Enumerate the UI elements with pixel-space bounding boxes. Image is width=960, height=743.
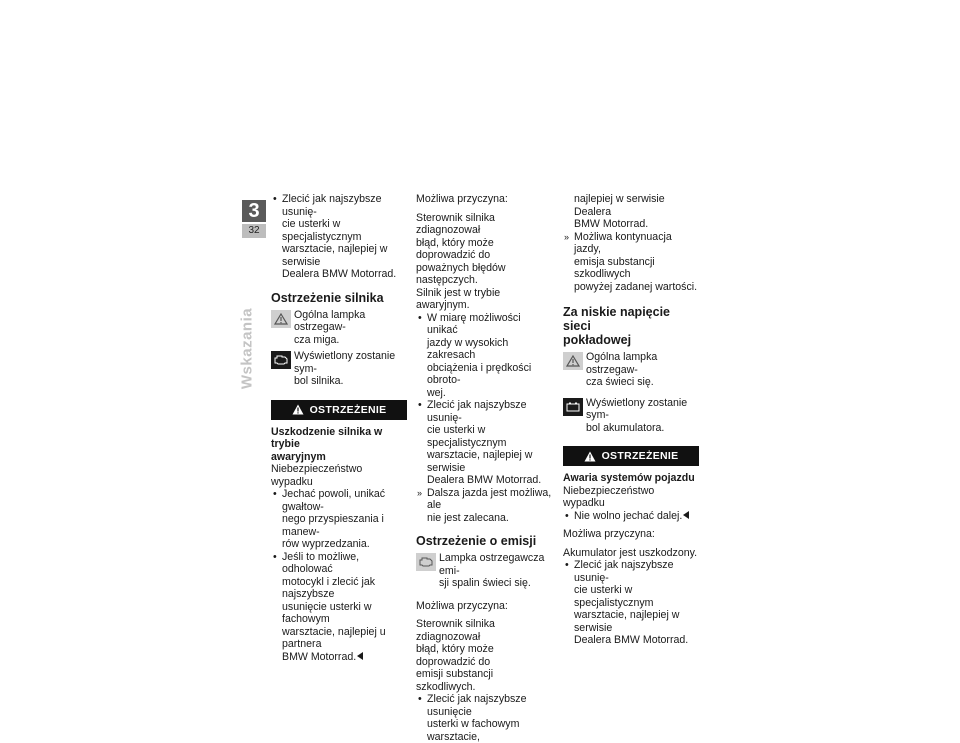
text-line: • Jechać powoli, unikać gwałtow- (282, 488, 386, 513)
text-line: błąd, który może doprowadzić do (416, 643, 494, 668)
text-line: warsztacie, najlepiej u partnera (282, 625, 386, 650)
text-line: cza świeci się. (586, 376, 654, 388)
text-line: BMW Motorrad. (282, 650, 357, 663)
column-3 (563, 193, 699, 647)
section-heading: Ostrzeżenie o emisji (416, 534, 537, 548)
warning-banner (563, 446, 699, 466)
text-line: usterki w fachowym warsztacie, (427, 718, 520, 743)
indicator-row (271, 309, 407, 347)
text-line: Ogólna lampka ostrzegaw- (294, 308, 366, 333)
text-line: Możliwa przyczyna: (563, 528, 655, 540)
text-line: błąd, który może doprowadzić do (416, 236, 494, 261)
text-line: emisja substancji szkodliwych (574, 255, 655, 280)
text-line: Nie wolno jechać dalej. (574, 509, 683, 522)
text-line: Możliwa przyczyna: (416, 193, 508, 205)
text-line: » Dalsza jazda jest możliwa, ale (427, 486, 552, 511)
text-line: nie jest zalecana. (427, 511, 509, 524)
text-line: cza miga. (294, 333, 340, 346)
text-line: emisji substancji szkodliwych. (416, 668, 494, 693)
text-line: • Zlecić jak najszybsze usunię- (574, 559, 674, 584)
text-line: obciążenia i prędkości obroto- (427, 361, 532, 386)
continued-text (563, 193, 699, 231)
text-line: motocykl i zlecić jak najszybsze (282, 575, 376, 600)
warning-triangle-icon (563, 352, 583, 370)
text-line: Sterownik silnika zdiagnozował (416, 618, 495, 643)
bullet-item (563, 559, 699, 647)
warning-title: Awaria systemów pojazdu (563, 472, 695, 484)
section-heading: Za niskie napięcie sieci (563, 305, 670, 333)
bullet-item (271, 488, 407, 551)
text-line: cie usterki w specjalistycznym (427, 424, 507, 449)
text-line: bol akumulatora. (586, 421, 665, 434)
column-2 (416, 193, 552, 743)
bullet-item (271, 193, 407, 281)
text-line: cie usterki w specjalistycznym (574, 584, 654, 609)
text-line: cie usterki w specjalistycznym (282, 218, 362, 243)
text-line: powyżej zadanej wartości. (574, 280, 698, 293)
result-item (416, 487, 552, 525)
text-line: BMW Motorrad. (574, 218, 649, 230)
bullet-item (563, 510, 699, 523)
text-line: warsztacie, najlepiej w serwisie (574, 609, 680, 634)
indicator-row (416, 552, 552, 590)
text-line: bol silnika. (294, 375, 344, 387)
warning-triangle-icon (292, 404, 304, 415)
text-line: » Możliwa kontynuacja jazdy, (574, 230, 672, 255)
text-line: jazdy w wysokich zakresach (427, 336, 509, 361)
warning-triangle-icon (584, 451, 596, 462)
text-line: sji spalin świeci się. (439, 577, 531, 589)
indicator-row (563, 397, 699, 435)
bullet-item (416, 693, 552, 743)
text-line: Wyświetlony zostanie sym- (586, 396, 688, 421)
text-line: poważnych błędów następczych. (416, 261, 506, 286)
warning-text: Niebezpieczeństwo wypadku (563, 484, 655, 509)
text-line: Dealera BMW Motorrad. (282, 268, 397, 280)
text-line: usunięcie usterki w fachowym (282, 600, 372, 625)
text-line: Sterownik silnika zdiagnozował (416, 211, 495, 236)
text-line: nego przyspieszania i manew- (282, 513, 384, 538)
text-line: rów wyprzedzania. (282, 538, 370, 550)
chapter-number: 3 (242, 200, 266, 222)
indicator-row (563, 351, 699, 389)
warning-triangle-icon (271, 310, 291, 328)
column-1 (271, 193, 407, 663)
section-heading: Ostrzeżenie silnika (271, 290, 384, 305)
engine-icon (271, 351, 291, 369)
text-line: Dealera BMW Motorrad. (427, 474, 542, 486)
end-mark-icon (357, 652, 363, 660)
text-line: Ogólna lampka ostrzegaw- (586, 351, 658, 376)
warning-banner (271, 400, 407, 420)
text-line: Wyświetlony zostanie sym- (294, 350, 396, 375)
text-line: Lampka ostrzegawcza emi- (439, 552, 545, 577)
text-line: najlepiej w serwisie Dealera (574, 193, 665, 218)
warning-label: OSTRZEŻENIE (309, 403, 387, 416)
text-line: • Zlecić jak najszybsze usunięcie (427, 693, 527, 718)
text-line: Możliwa przyczyna: (416, 599, 508, 612)
warning-title: awaryjnym (271, 450, 326, 463)
text-line: warsztacie, najlepiej w serwisie (282, 243, 388, 268)
text-line: Akumulator jest uszkodzony. (563, 546, 698, 559)
text-line: Silnik jest w trybie awaryjnym. (416, 286, 501, 311)
text-line: warsztacie, najlepiej w serwisie (427, 449, 533, 474)
text-line: wej. (427, 386, 446, 399)
text-line: Dealera BMW Motorrad. (574, 634, 689, 646)
indicator-row (271, 350, 407, 388)
battery-icon (563, 398, 583, 416)
warning-text: Niebezpieczeństwo wypadku (271, 463, 363, 488)
text-line: • W miarę możliwości unikać (427, 311, 521, 336)
bullet-item (416, 312, 552, 400)
page-number: 32 (242, 224, 266, 238)
text-line: • Zlecić jak najszybsze usunię- (427, 399, 527, 424)
section-heading: pokładowej (563, 333, 632, 347)
warning-label: OSTRZEŻENIE (601, 450, 679, 462)
warning-title: Uszkodzenie silnika w trybie (271, 425, 383, 450)
section-title: Wskazania (238, 307, 256, 390)
text-line: • Zlecić jak najszybsze usunię- (282, 193, 382, 218)
bullet-item (416, 399, 552, 487)
result-item (563, 231, 699, 294)
end-mark-icon (683, 511, 689, 519)
bullet-item (271, 551, 407, 664)
emission-icon (416, 553, 436, 571)
text-line: • Jeśli to możliwe, odholować (282, 550, 360, 575)
